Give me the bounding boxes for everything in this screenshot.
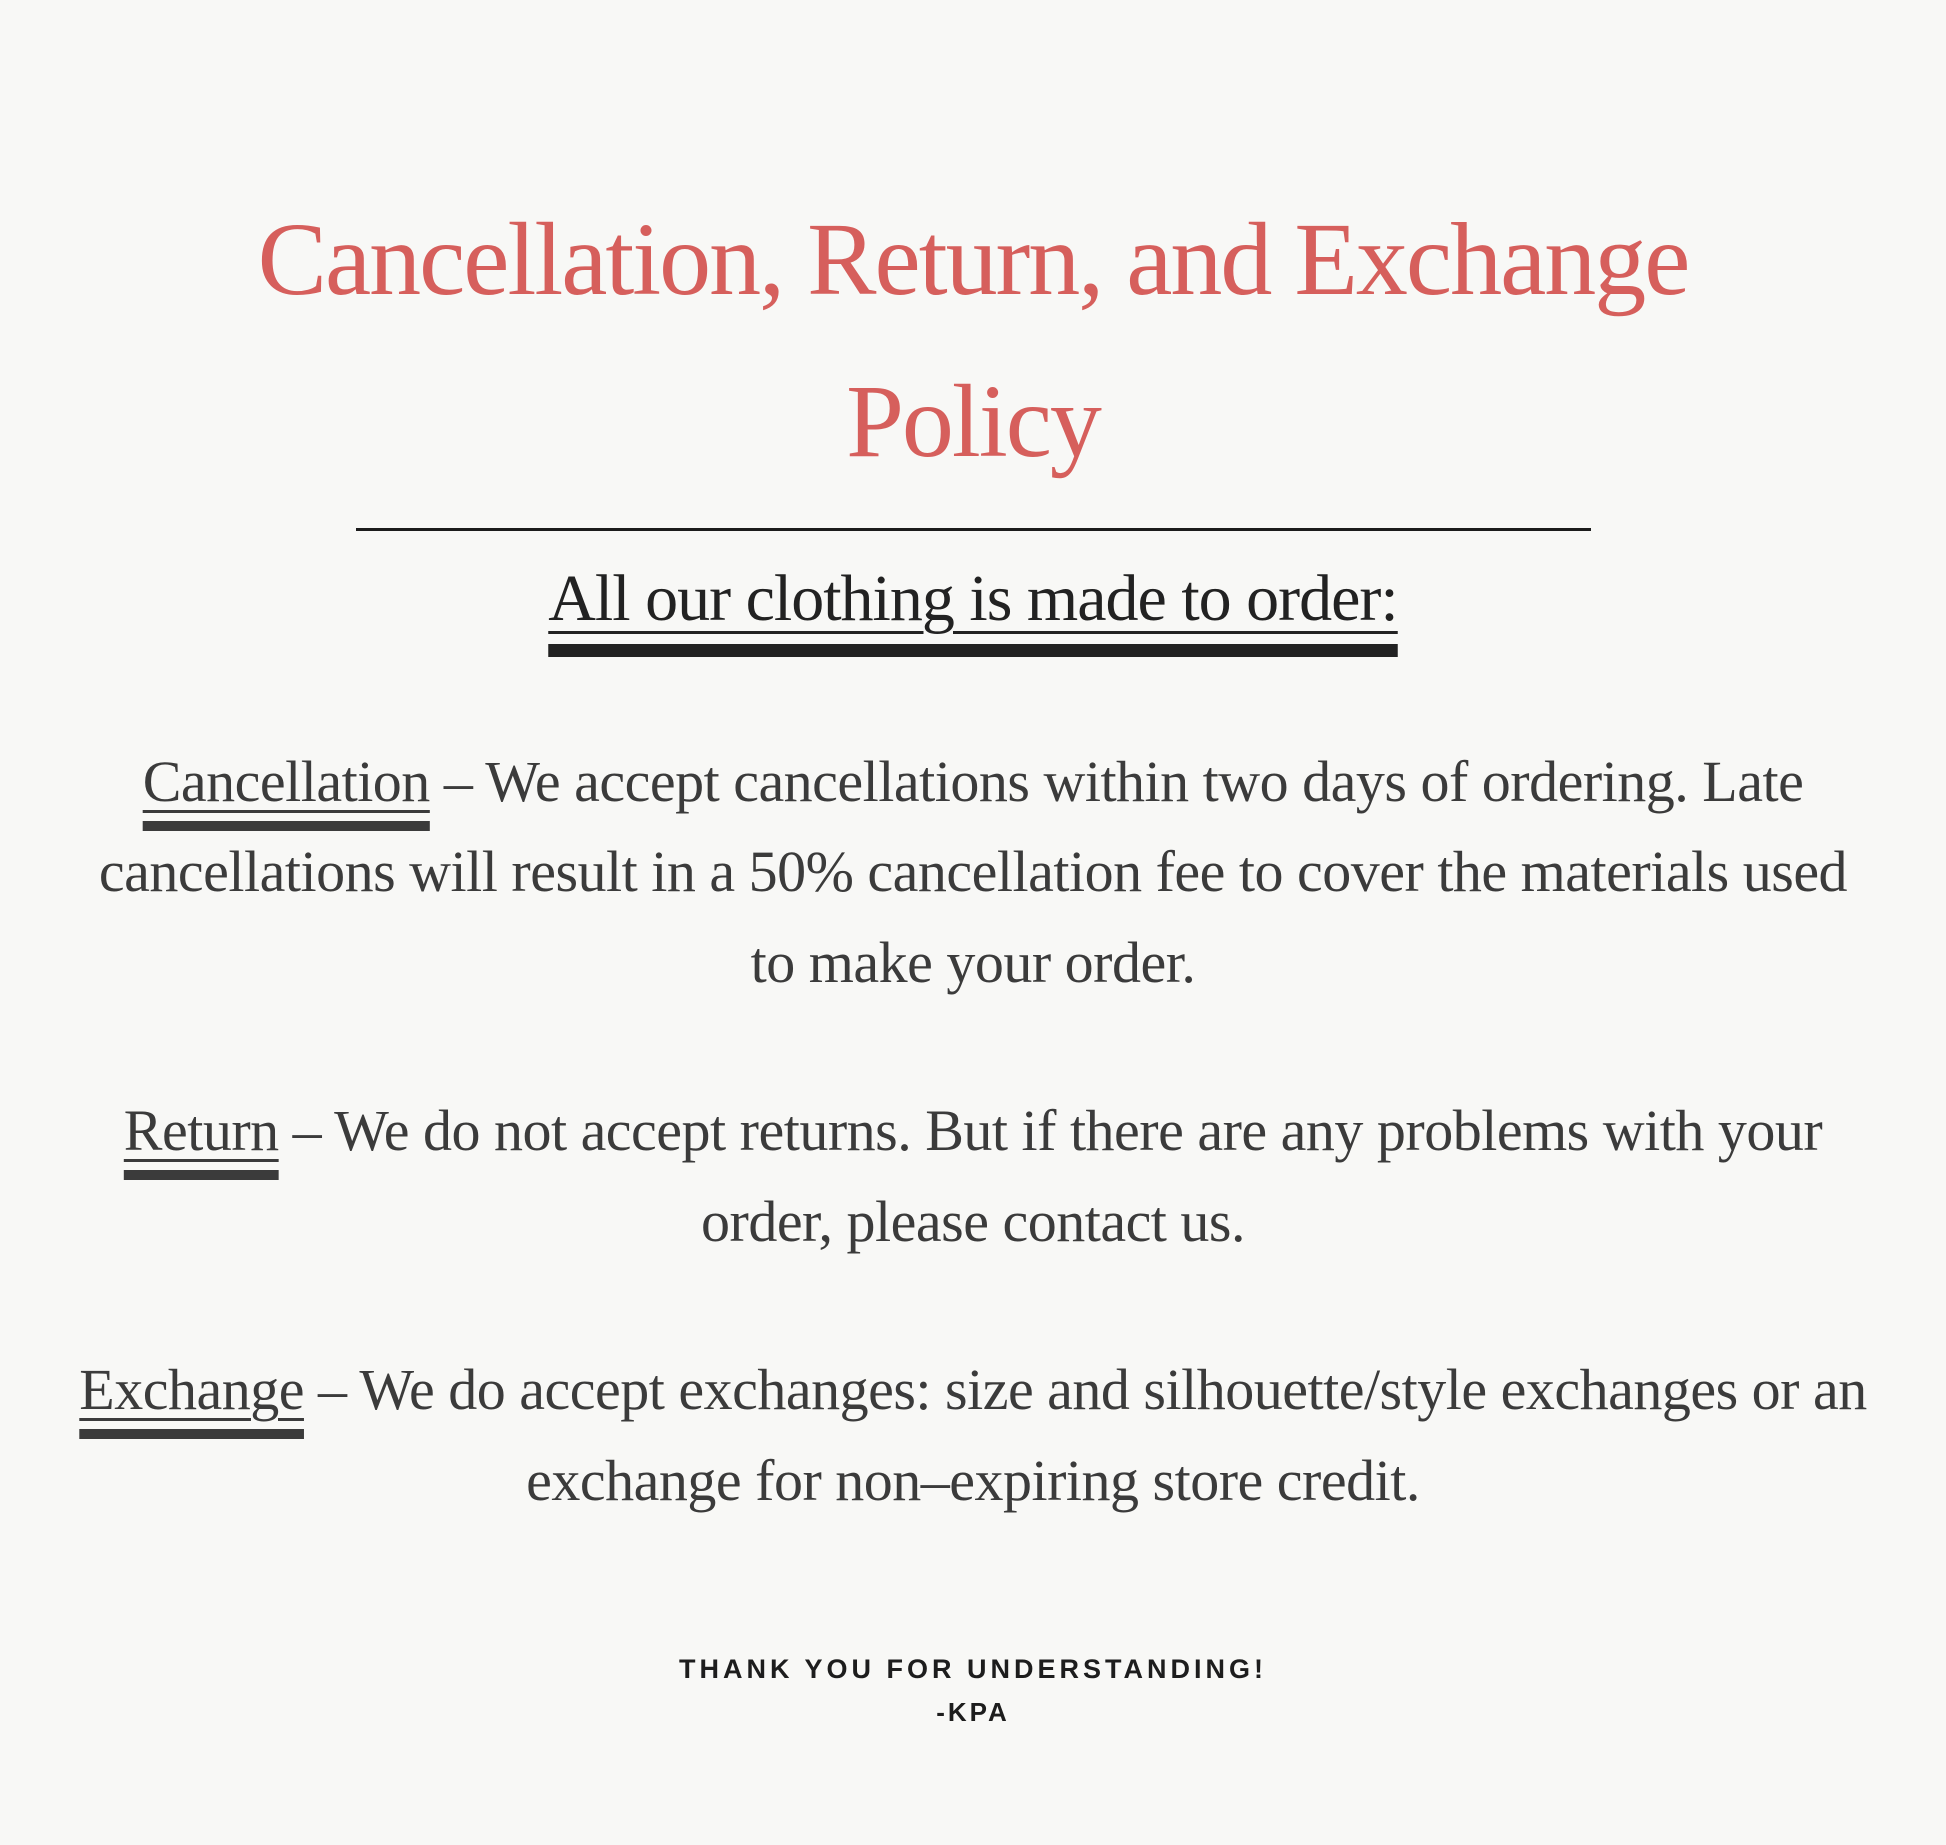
footer-thanks: THANK YOU FOR UNDERSTANDING!	[679, 1654, 1267, 1685]
page-title-line-2: Policy	[846, 363, 1100, 479]
subtitle	[0, 561, 1946, 637]
cancellation-section	[78, 737, 1868, 1008]
exchange-body: We do accept exchanges: size and silhouette/style exchanges or an exchange for non–expiring store credit.	[359, 1357, 1867, 1513]
return-section	[78, 1086, 1868, 1267]
page-title	[0, 21, 1946, 501]
exchange-heading: Exchange	[79, 1357, 304, 1423]
footer-signature: -KPA	[936, 1697, 1010, 1728]
return-separator: –	[292, 1098, 322, 1164]
return-body: We do not accept returns. But if there are any problems with your order, please contact us.	[334, 1098, 1823, 1254]
cancellation-body: We accept cancellations within two days of ordering. Late cancellations will result in a 50% cancellation fee to cover the materials used to make your order.	[98, 748, 1848, 995]
title-divider-line	[356, 528, 1591, 531]
cancellation-heading: Cancellation	[142, 748, 430, 814]
page-title-line-1: Cancellation, Return, and Exchange	[257, 202, 1689, 318]
exchange-section	[78, 1345, 1868, 1526]
cancellation-separator: –	[443, 748, 473, 814]
subtitle-text: All our clothing is made to order:	[548, 561, 1398, 635]
footer	[0, 1654, 1946, 1728]
exchange-separator: –	[317, 1357, 347, 1423]
return-heading: Return	[123, 1098, 279, 1164]
